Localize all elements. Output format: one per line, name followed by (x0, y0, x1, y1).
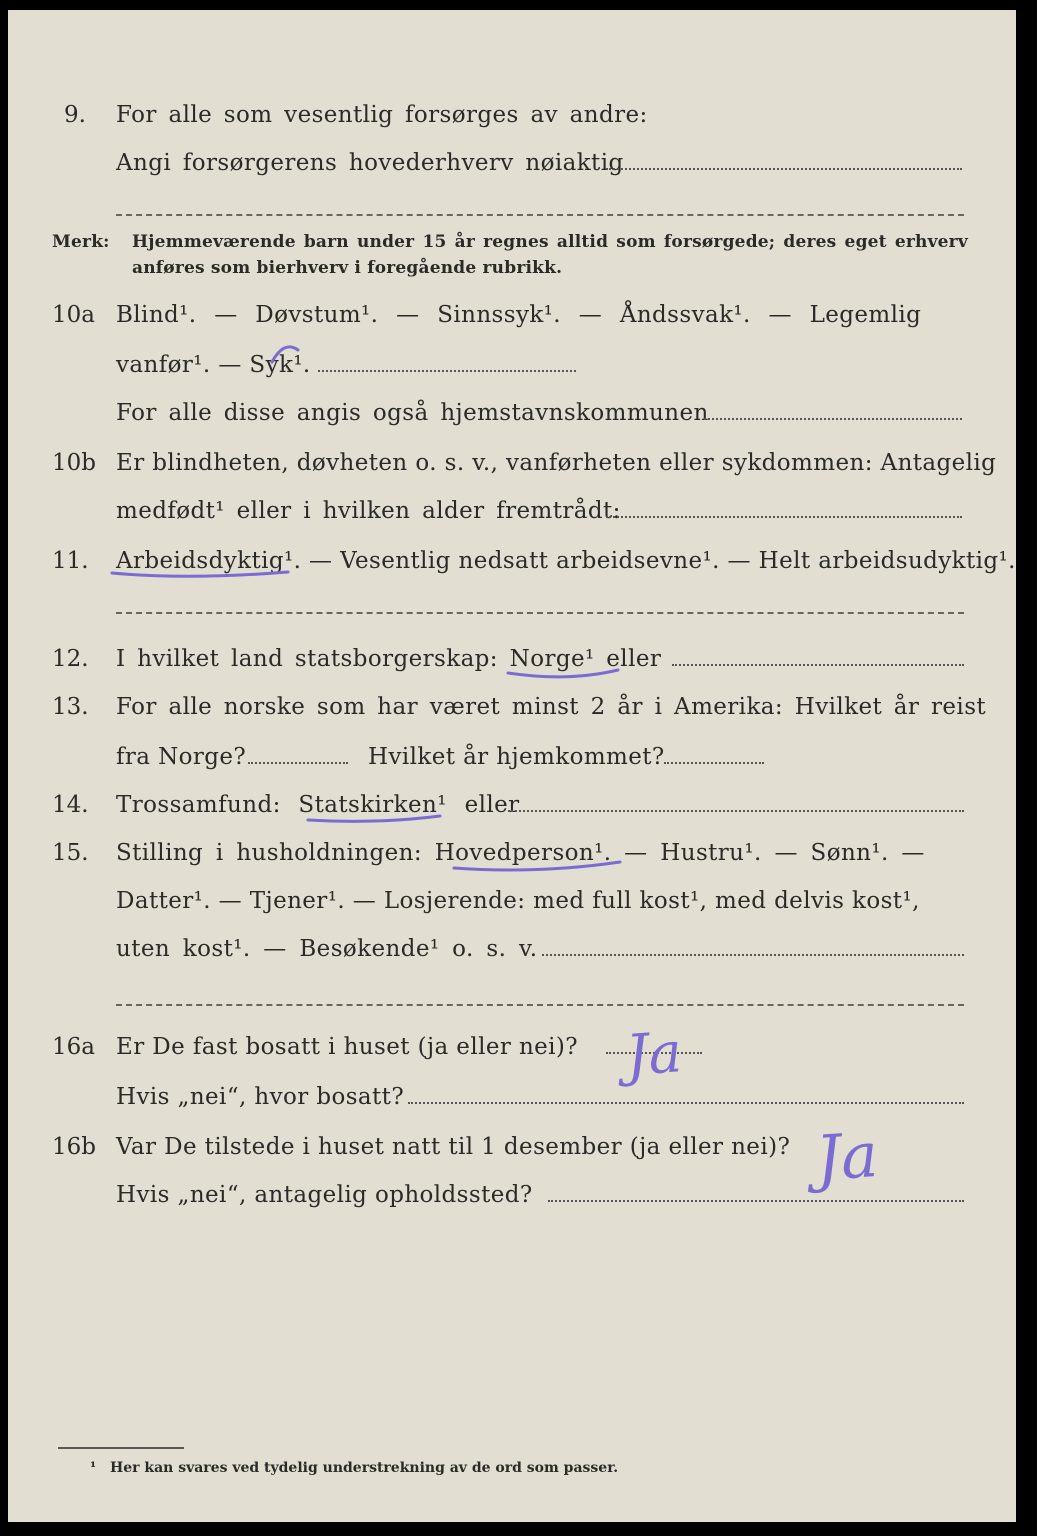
underline-statskirken (308, 816, 440, 821)
q10b-line1: Er blindheten, døvheten o. s. v., vanførheten eller sykdommen: Antagelig (116, 450, 997, 476)
q16a-line2: Hvis „nei“, hvor bosatt? (116, 1084, 405, 1110)
q10a-line1: Blind¹. — Døvstum¹. — Sinnssyk¹. — Åndssvak¹. — Legemlig (116, 302, 922, 328)
footnote-mark: ¹ (90, 1460, 97, 1476)
merk-line1: Hjemmeværende barn under 15 år regnes alltid som forsørgede; deres eget erhverv (132, 232, 968, 252)
q9-number: 9. (64, 102, 86, 128)
q13-number: 13. (52, 694, 89, 720)
q16a-handwritten-answer: Ja (623, 1020, 685, 1089)
q16b-handwritten-answer: Ja (813, 1117, 881, 1196)
q12-line1: I hvilket land statsborgerskap: Norge¹ eller (116, 646, 662, 672)
merk-label: Merk: (52, 232, 110, 252)
q13-line1: For alle norske som har været minst 2 år i Amerika: Hvilket år reist (116, 694, 987, 720)
check-10a (272, 347, 298, 362)
q15-line1: Stilling i husholdningen: Hovedperson¹. — Hustru¹. — Sønn¹. — (116, 840, 925, 866)
q15-number: 15. (52, 840, 89, 866)
q14-line1: Trossamfund: Statskirken¹ eller (116, 792, 520, 818)
q16b-line2: Hvis „nei“, antagelig opholdssted? (116, 1182, 533, 1208)
q12-number: 12. (52, 646, 89, 672)
q10a-line2: vanfør¹. — Syk¹. (116, 352, 311, 378)
merk-line2: anføres som bierhverv i foregående rubrikk. (132, 258, 563, 278)
q15-line3: uten kost¹. — Besøkende¹ o. s. v. (116, 936, 538, 962)
underline-arbeidsdyktig (112, 572, 288, 576)
q9-line2: Angi forsørgerens hovederhverv nøiaktig (116, 150, 624, 176)
q16b-line1: Var De tilstede i huset natt til 1 desember (ja eller nei)? (116, 1134, 791, 1160)
q11-number: 11. (52, 548, 89, 574)
handwritten-marks (8, 10, 1016, 1522)
underline-norge (508, 670, 618, 677)
q13-line2a: fra Norge? (116, 744, 247, 770)
q15-line2: Datter¹. — Tjener¹. — Losjerende: med full kost¹, med delvis kost¹, (116, 888, 920, 914)
q16b-number: 16b (52, 1134, 96, 1160)
underline-hovedperson (454, 862, 620, 870)
q16a-line1: Er De fast bosatt i huset (ja eller nei)? (116, 1034, 579, 1060)
q10a-number: 10a (52, 302, 95, 328)
q16a-number: 16a (52, 1034, 95, 1060)
q10a-line3: For alle disse angis også hjemstavnskommunen (116, 400, 709, 426)
q11-line1: Arbeidsdyktig¹. — Vesentlig nedsatt arbeidsevne¹. — Helt arbeidsudyktig¹. (116, 548, 1016, 574)
q10b-line2: medfødt¹ eller i hvilken alder fremtrådt: (116, 498, 621, 524)
census-form-page (8, 10, 1016, 1522)
footnote-text: Her kan svares ved tydelig understrekning av de ord som passer. (110, 1460, 619, 1476)
q9-line1: For alle som vesentlig forsørges av andre: (116, 102, 648, 128)
q13-line2b: Hvilket år hjemkommet? (368, 744, 665, 770)
q14-number: 14. (52, 792, 89, 818)
q10b-number: 10b (52, 450, 96, 476)
